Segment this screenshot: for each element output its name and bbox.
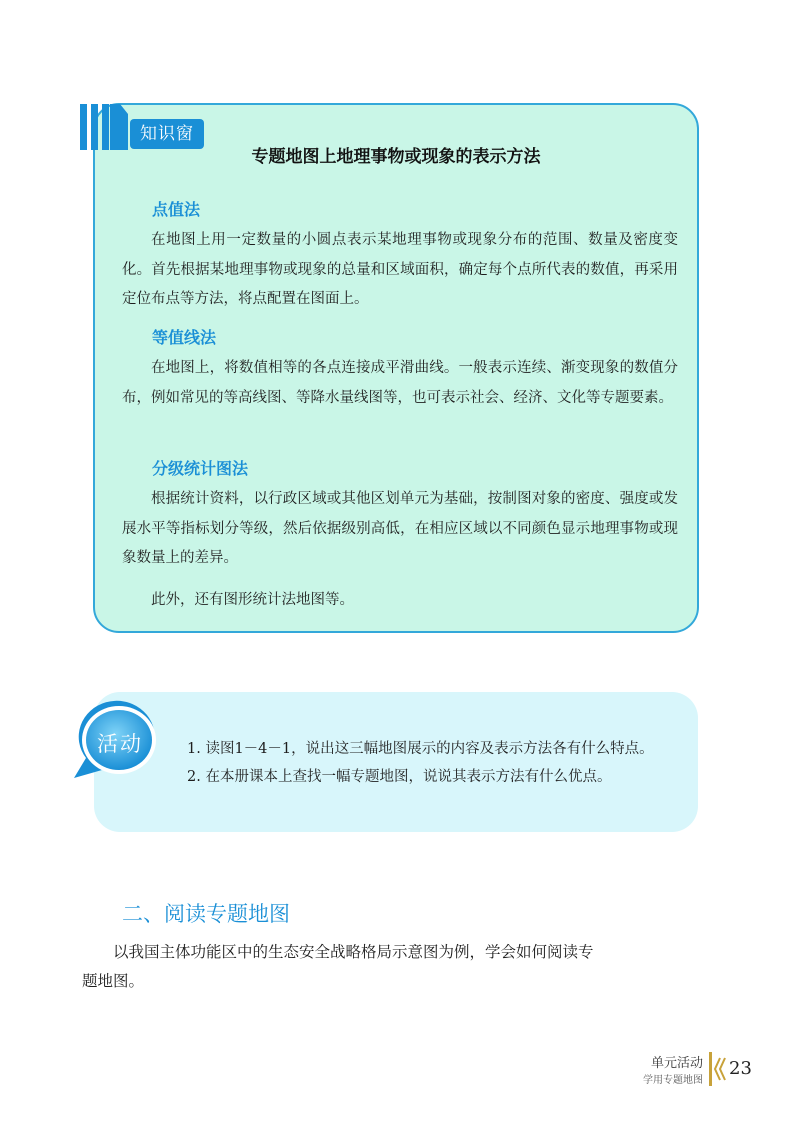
knowledge-window-note: 此外，还有图形统计法地图等。 bbox=[151, 592, 354, 608]
footer-divider bbox=[709, 1052, 712, 1086]
knowledge-window-tag: 知识窗 bbox=[130, 119, 204, 149]
section-heading-isoline-method: 等值线法 bbox=[152, 328, 217, 347]
knowledge-window-title: 专题地图上地理事物或现象的表示方法 bbox=[251, 147, 541, 167]
section-text-isoline-method: 在地图上，将数值相等的各点连接成平滑曲线。一般表示连续、渐变现象的数值分布，例如常见的等高线图、等降水量线图等，也可表示社会、经济、文化等专题要素。 bbox=[122, 360, 678, 406]
activity-label: 活动 bbox=[97, 732, 143, 756]
section-text-choropleth-method: 根据统计资料，以行政区域或其他区划单元为基础，按制图对象的密度、强度或发展水平等指标划分等级，然后依据级别高低，在相应区域以不同颜色显示地理事物或现象数量上的差异。 bbox=[122, 491, 678, 566]
page-number: 23 bbox=[729, 1058, 752, 1079]
activity-box bbox=[94, 692, 698, 832]
footer-subtitle: 学用专题地图 bbox=[643, 1075, 703, 1086]
section-heading-dot-method: 点值法 bbox=[152, 200, 201, 219]
section-heading-choropleth-method: 分级统计图法 bbox=[152, 459, 249, 478]
section-heading: 二、阅读专题地图 bbox=[122, 902, 290, 926]
activity-item-2: 2. 在本册课本上查找一幅专题地图，说说其表示方法有什么优点。 bbox=[187, 769, 612, 785]
section-paragraph: 以我国主体功能区中的生态安全战略格局示意图为例，学会如何阅读专题地图。 bbox=[82, 943, 594, 990]
footer-chevron-icon bbox=[713, 1056, 727, 1082]
footer-unit-title: 单元活动 bbox=[650, 1056, 703, 1071]
activity-item-1: 1. 读图1－4－1，说出这三幅地图展示的内容及表示方法各有什么特点。 bbox=[187, 741, 654, 757]
section-text-dot-method: 在地图上用一定数量的小圆点表示某地理事物或现象分布的范围、数量及密度变化。首先根据某地理事物或现象的总量和区域面积，确定每个点所代表的数值，再采用定位布点等方法，将点配置在图面上。 bbox=[122, 232, 678, 307]
